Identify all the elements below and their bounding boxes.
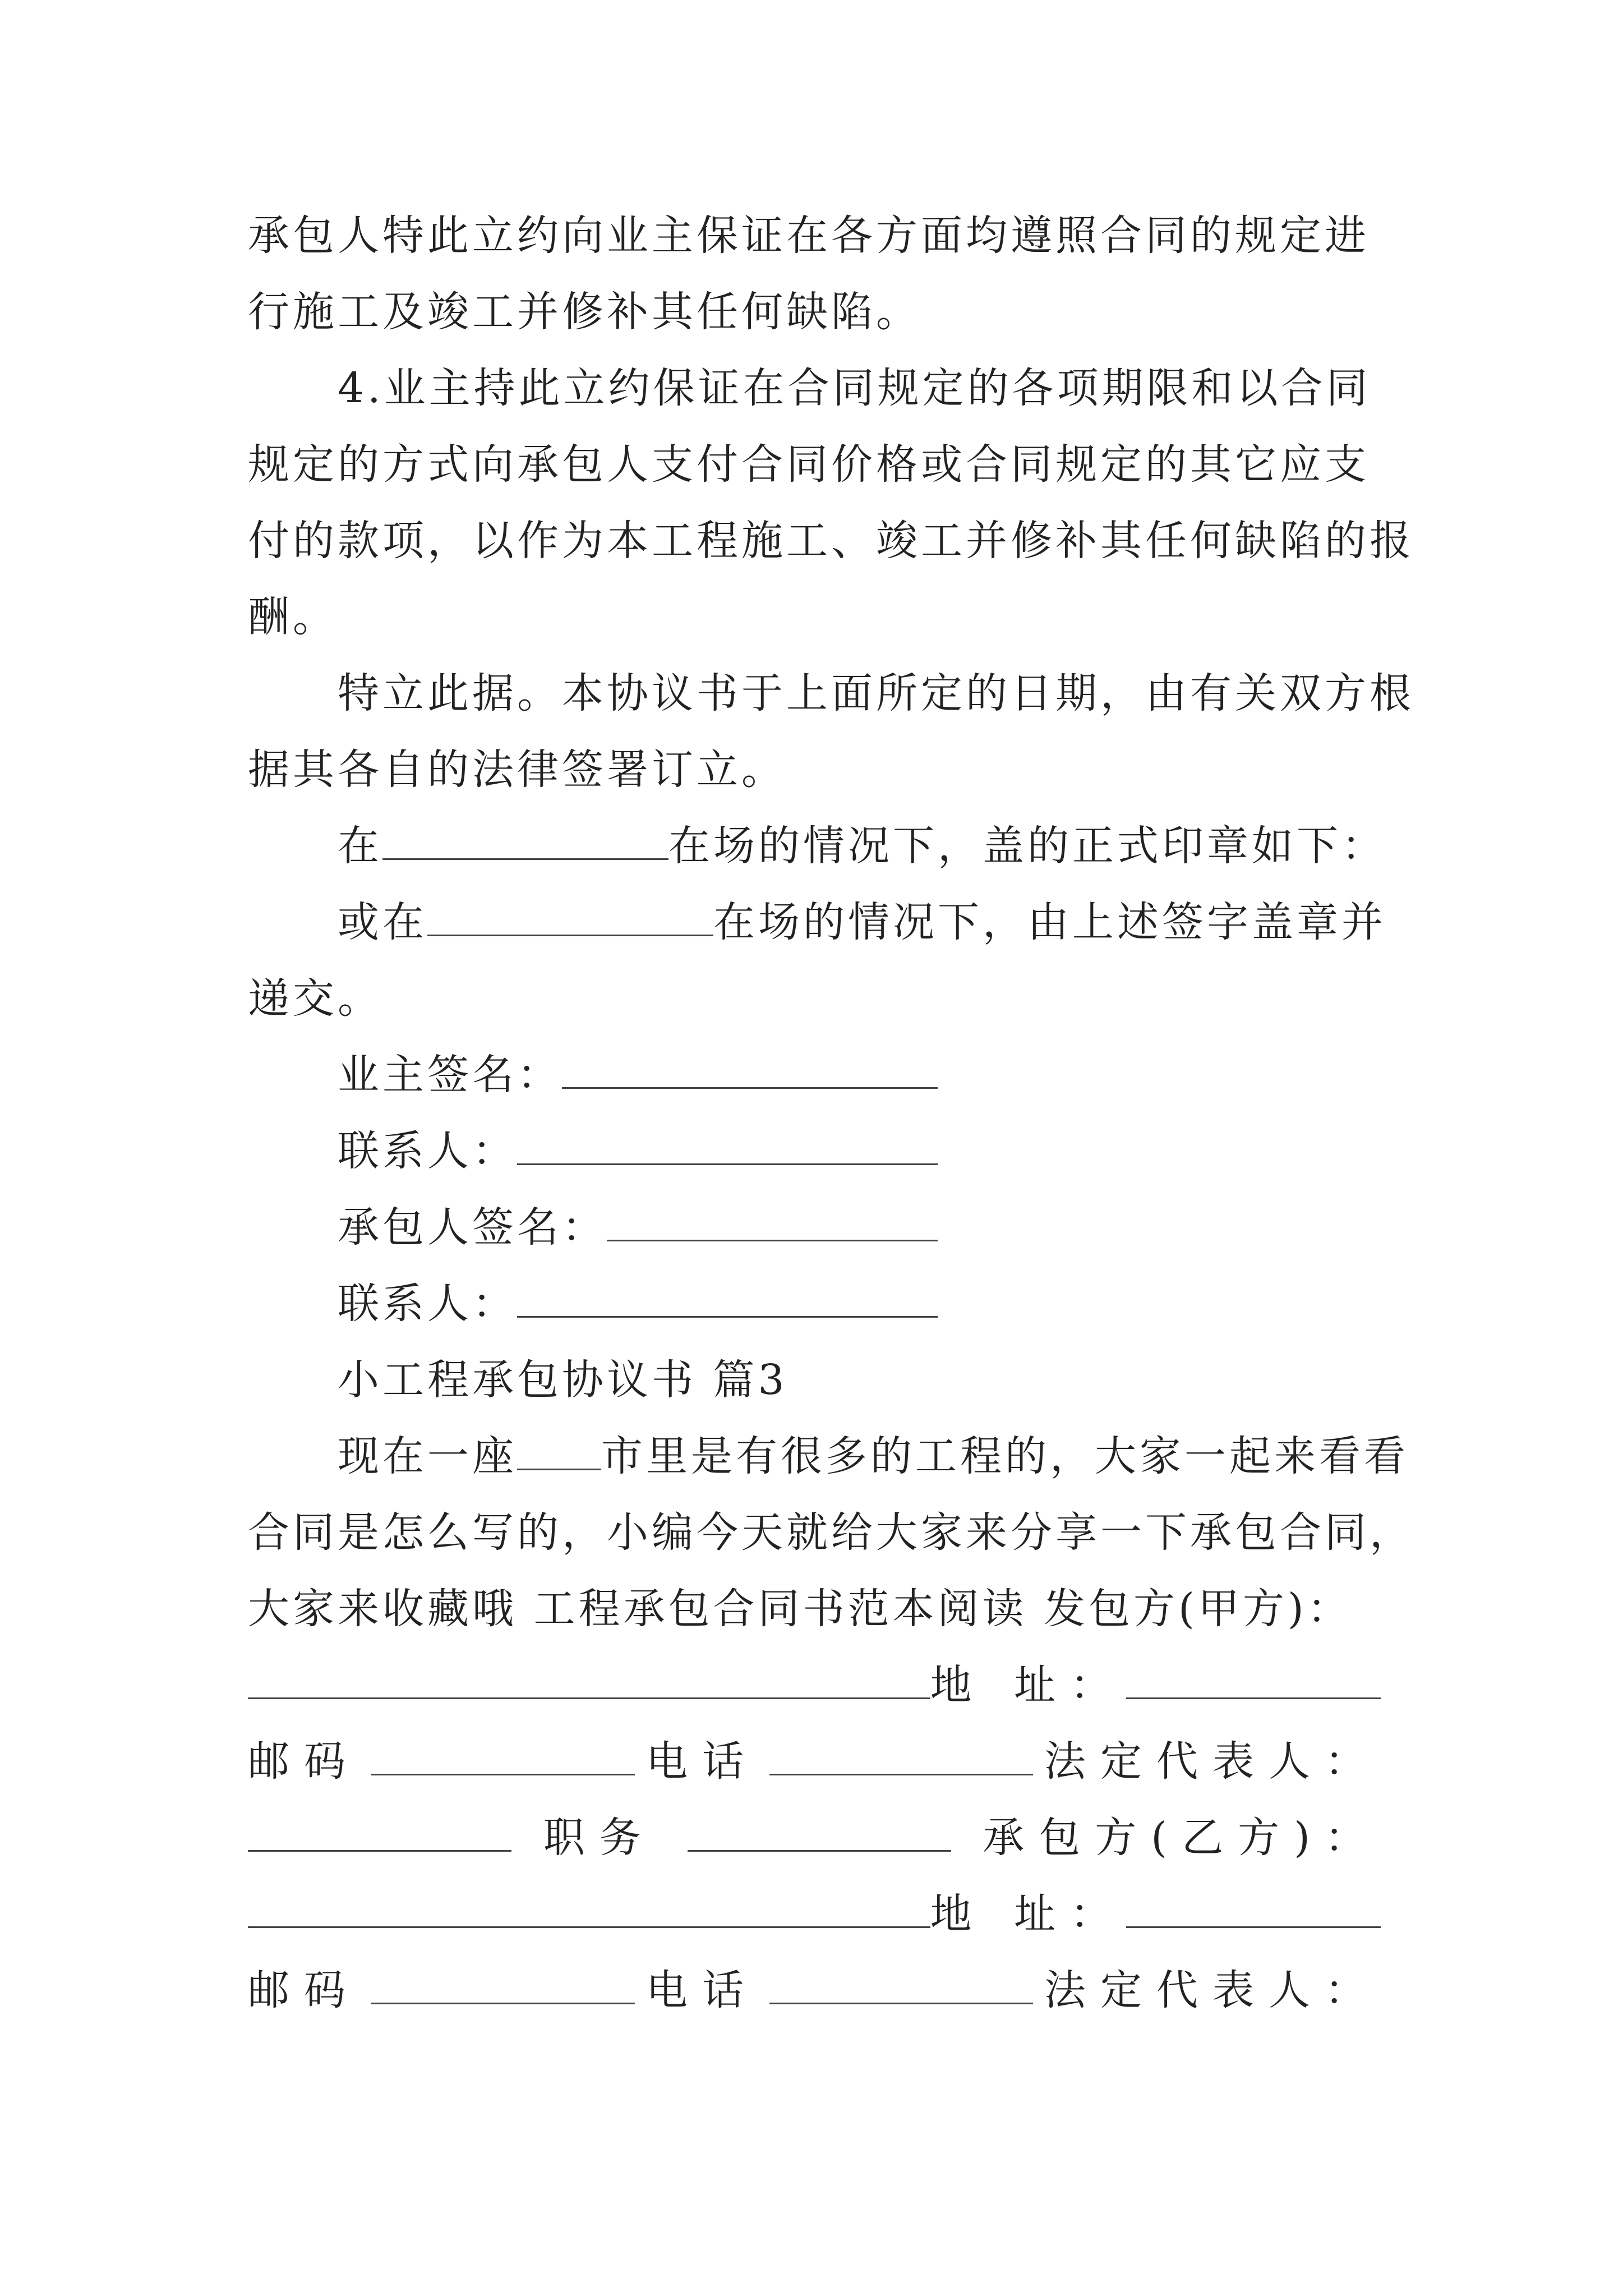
party-b-address-label: 地 址：	[930, 1890, 1127, 1938]
party-b-name-field[interactable]	[248, 1884, 930, 1928]
party-b-title: 承包方(乙方)：	[983, 1814, 1381, 1862]
party-b-legal-rep-label: 法定代表人：	[1044, 1966, 1381, 2014]
party-b-postcode-field[interactable]	[371, 1960, 635, 2004]
contractor-contact-label: 联系人：	[338, 1280, 517, 1328]
party-a-postcode-field[interactable]	[371, 1731, 635, 1775]
party-b-phone-field[interactable]	[769, 1960, 1033, 2004]
seal-line	[338, 812, 1470, 880]
party-b-phone-label: 电话	[646, 1966, 758, 2014]
contractor-sign-row	[338, 1194, 1470, 1261]
contractor-sign-label: 承包人签名：	[338, 1203, 607, 1251]
intro-line-3: 大家来收藏哦 工程承包合同书范本阅读 发包方(甲方)：	[248, 1585, 1352, 1633]
para-3-line-1: 承包人特此立约向业主保证在各方面均遵照合同的规定进	[248, 211, 1370, 260]
party-a-postcode-label: 邮码	[248, 1737, 360, 1786]
city-blank[interactable]	[517, 1426, 601, 1470]
owner-sign-row	[338, 1041, 1470, 1108]
sign-prefix: 或在	[338, 898, 427, 946]
party-b-address-field[interactable]	[1126, 1884, 1381, 1928]
party-a-address-field[interactable]	[1126, 1655, 1381, 1699]
intro-line-1-b: 市里是有很多的工程的，大家一起来看看	[601, 1432, 1409, 1480]
intro-line-1-a: 现在一座	[338, 1432, 517, 1480]
party-a-position-field[interactable]	[688, 1807, 951, 1852]
sign-suffix: 在场的情况下，由上述签字盖章并	[713, 898, 1386, 946]
party-a-address-row	[248, 1651, 1381, 1719]
contractor-contact-row	[338, 1270, 1470, 1337]
party-a-position-row	[248, 1804, 1381, 1871]
party-a-position-label: 职务	[543, 1814, 656, 1862]
para-4-line-3: 付的款项，以作为本工程施工、竣工并修补其任何缺陷的报	[248, 517, 1414, 565]
contractor-sign-field[interactable]	[607, 1197, 938, 1241]
witness-line-2: 据其各自的法律签署订立。	[248, 746, 786, 794]
owner-contact-label: 联系人：	[338, 1127, 517, 1175]
party-b-contact-row	[248, 1957, 1381, 2024]
section-title: 小工程承包协议书 篇3	[338, 1356, 788, 1404]
seal-prefix: 在	[338, 822, 382, 870]
party-a-address-label: 地 址：	[930, 1661, 1127, 1709]
sign-line	[338, 889, 1470, 956]
witness-line-1: 特立此据。本协议书于上面所定的日期，由有关双方根	[338, 669, 1414, 717]
seal-witness-blank[interactable]	[382, 816, 668, 860]
party-a-legal-rep-label: 法定代表人：	[1044, 1737, 1381, 1786]
sign-witness-blank[interactable]	[427, 892, 713, 936]
owner-contact-field[interactable]	[517, 1121, 938, 1165]
para-4-line-4: 酬。	[248, 593, 338, 641]
para-4-line-1: 4.业主持此立约保证在合同规定的各项期限和以合同	[338, 364, 1371, 412]
party-a-legal-rep-field[interactable]	[248, 1807, 511, 1852]
party-b-postcode-label: 邮码	[248, 1966, 360, 2014]
owner-sign-field[interactable]	[562, 1045, 938, 1089]
party-b-address-row	[248, 1880, 1381, 1948]
party-a-name-field[interactable]	[248, 1655, 930, 1699]
party-a-phone-label: 电话	[646, 1737, 758, 1786]
contractor-contact-field[interactable]	[517, 1273, 938, 1318]
seal-suffix: 在场的情况下，盖的正式印章如下：	[668, 822, 1386, 870]
party-a-phone-field[interactable]	[769, 1731, 1033, 1775]
owner-sign-label: 业主签名：	[338, 1051, 562, 1099]
party-a-contact-row	[248, 1728, 1381, 1795]
para-4-line-2: 规定的方式向承包人支付合同价格或合同规定的其它应支	[248, 440, 1370, 489]
intro-line-2: 合同是怎么写的，小编今天就给大家来分享一下承包合同，	[248, 1508, 1414, 1557]
sign-line-cont: 递交。	[248, 974, 382, 1023]
intro-line-1	[338, 1423, 1470, 1490]
para-3-line-2: 行施工及竣工并修补其任何缺陷。	[248, 288, 921, 336]
owner-contact-row	[338, 1117, 1470, 1185]
